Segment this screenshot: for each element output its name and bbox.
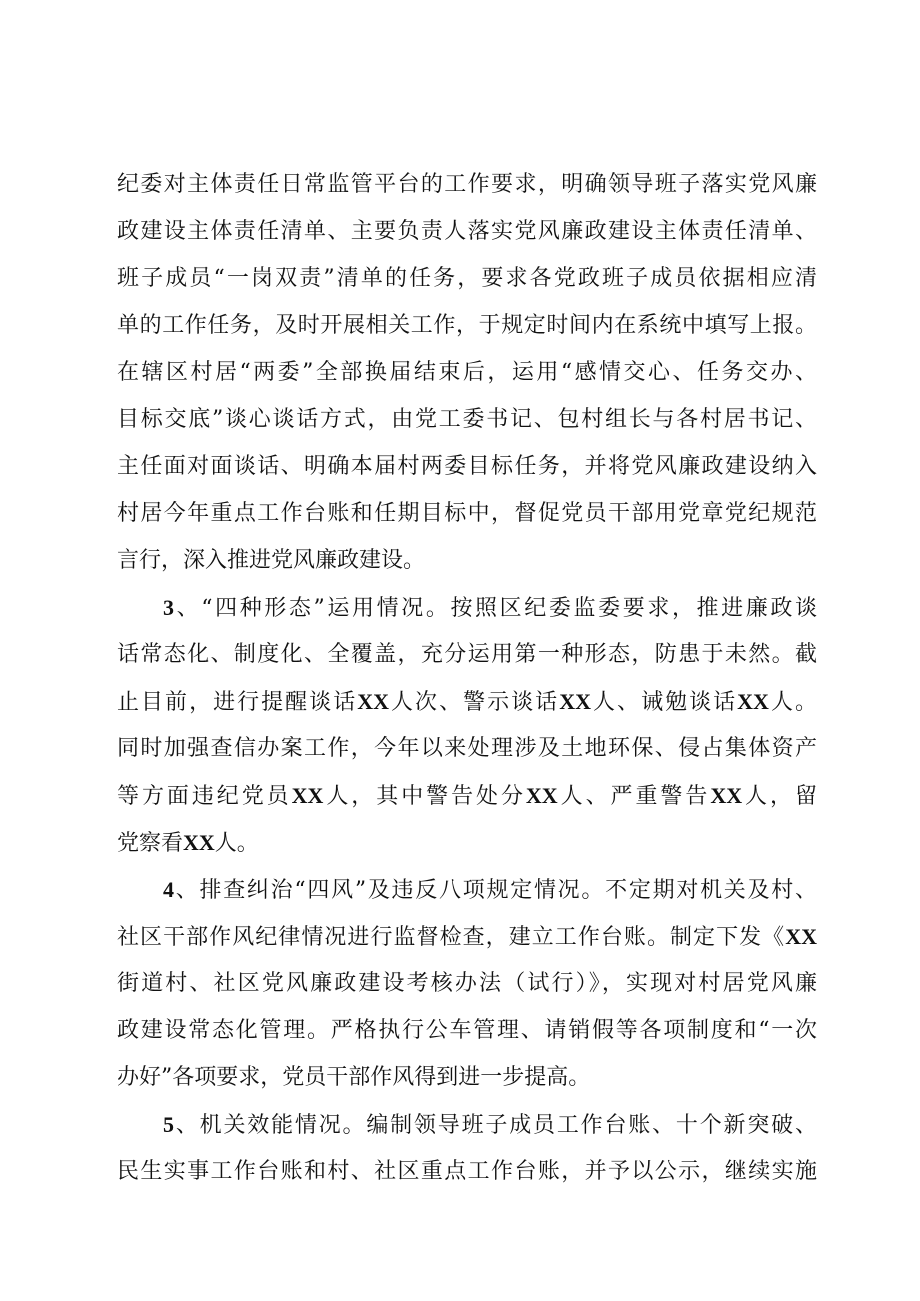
section-number: 3: [163, 595, 174, 620]
text-line: [117, 165, 817, 205]
placeholder-count: XX: [559, 689, 591, 714]
text-line: [117, 917, 817, 957]
text-run: 、排查纠治“四风”及违反八项规定情况。不定期对机关及村、: [174, 878, 817, 903]
text-run: 人。: [214, 831, 259, 856]
text-run: 纪委对主体责任日常监管平台的工作要求，明确领导班子落实党风廉: [117, 172, 817, 197]
text-line: [117, 447, 817, 487]
text-line: [117, 400, 817, 440]
text-line: [117, 1058, 817, 1098]
section-number: 5: [163, 1112, 174, 1137]
text-run: 班子成员“一岗双责”清单的任务，要求各党政班子成员依据相应清: [117, 266, 817, 291]
text-run: 政建设主体责任清单、主要负责人落实党风廉政建设主体责任清单、: [117, 219, 817, 244]
section-4-heading-line: [163, 870, 817, 910]
text-run: 同时加强查信办案工作，今年以来处理涉及土地环保、侵占集体资产: [117, 736, 817, 761]
text-line: [117, 541, 817, 581]
text-run: 政建设常态化管理。严格执行公车管理、请销假等各项制度和“一次: [117, 1018, 817, 1043]
text-line: [117, 729, 817, 769]
section-5-heading-line: [163, 1105, 817, 1145]
placeholder-count: XX: [710, 783, 743, 808]
text-run: 人、诫勉谈话: [590, 690, 738, 715]
text-run: 、“四种形态”运用情况。按照区纪委监委要求，推进廉政谈: [174, 596, 817, 621]
text-run: 街道村、社区党风廉政建设考核办法（试行）》，实现对村居党风廉: [117, 971, 817, 996]
text-run: 人，留: [742, 784, 817, 809]
text-line: [117, 964, 817, 1004]
text-run: 目标交底”谈心谈话方式，由党工委书记、包村组长与各村居书记、: [117, 407, 817, 432]
text-run: 人、严重警告: [557, 784, 711, 809]
placeholder-count: XX: [291, 783, 324, 808]
text-run: 、机关效能情况。编制领导班子成员工作台账、十个新突破、: [174, 1113, 817, 1138]
text-run: 人。: [768, 690, 817, 715]
text-line: [117, 635, 817, 675]
text-run: 村居今年重点工作台账和任期目标中，督促党员干部用党章党纪规范: [117, 501, 817, 526]
text-run: 话常态化、制度化、全覆盖，充分运用第一种形态，防患于未然。截: [117, 642, 817, 667]
text-run: 社区干部作风纪律情况进行监督检查，建立工作台账。制定下发《: [117, 925, 786, 950]
text-line: [117, 212, 817, 252]
text-run: 民生实事工作台账和村、社区重点工作台账，并予以公示，继续实施: [117, 1159, 817, 1184]
text-run: 办好”各项要求，党员干部作风得到进一步提高。: [117, 1065, 591, 1090]
text-run: 党察看: [117, 831, 184, 856]
text-run: 言行，深入推进党风廉政建设。: [117, 548, 426, 573]
text-run: 人次、警示谈话: [389, 690, 560, 715]
text-line: [117, 1152, 817, 1192]
text-run: 在辖区村居“两委”全部换届结束后，运用“感情交心、任务交办、: [117, 360, 817, 385]
placeholder-name: XX: [785, 924, 817, 949]
placeholder-count: XX: [525, 783, 558, 808]
text-line: [117, 259, 817, 299]
text-run: 主任面对面谈话、明确本届村两委目标任务，并将党风廉政建设纳入: [117, 454, 817, 479]
text-line: [117, 306, 817, 346]
text-line: [117, 776, 817, 816]
section-3-heading-line: [163, 588, 817, 628]
placeholder-count: XX: [737, 689, 769, 714]
text-run: 人，其中警告处分: [323, 784, 526, 809]
text-line: [117, 682, 817, 722]
text-run: 等方面违纪党员: [117, 784, 292, 809]
text-line: [117, 1011, 817, 1051]
text-line: [117, 353, 817, 393]
placeholder-count: XX: [357, 689, 390, 714]
text-run: 单的工作任务，及时开展相关工作，于规定时间内在系统中填写上报。: [117, 313, 817, 338]
text-line: [117, 494, 817, 534]
placeholder-count: XX: [183, 830, 215, 855]
text-run: 止目前，进行提醒谈话: [117, 690, 358, 715]
text-line: [117, 823, 817, 863]
section-number: 4: [163, 877, 174, 902]
